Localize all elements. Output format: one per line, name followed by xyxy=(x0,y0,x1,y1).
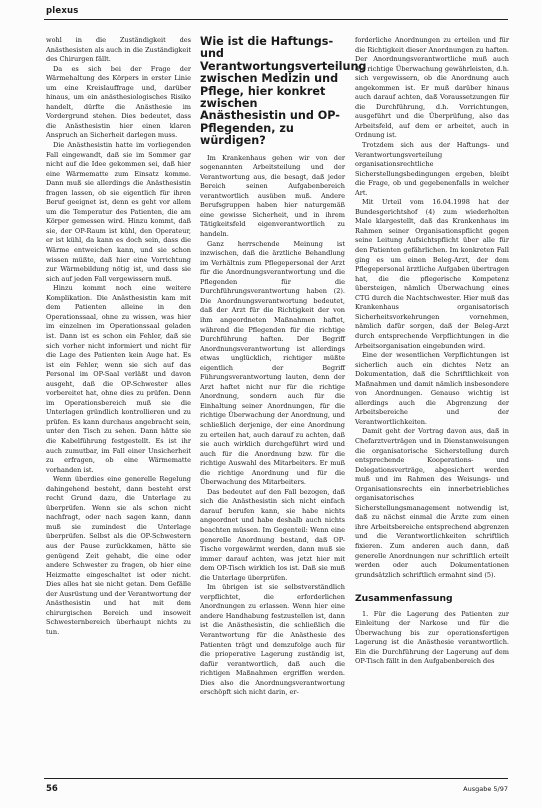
paragraph: Ganz herrschende Meinung ist inzwischen, daß die ärztliche Behandlung im Verhältnis zum Pflegepersonal der Arzt für die Anordnungsverantwortung und die Pflegenden für die Durchführungsverantwortung haben (2). Die Anordnungsverantwortung bedeutet, daß der Arzt für die Richtigkeit der von ihm angeordneten Maßnahmen haftet, während die Pflegenden für die richtige Durchführung haften. Der Begriff Anordnungsverantwortung ist allerdings etwas unglücklich, richtiger müßte eigentlich der Begriff Führungsverantwortung lauten, denn der Arzt haftet nicht nur für die richtige Anordnung, sondern auch für die Einhaltung seiner Anordnungen, für die richtige Überwachung der Anordnung, und schließlich derjenige, der eine Anordnung zu erteilen hat, auch darauf zu achten, daß sie auch wirklich durchgeführt wird und auch für die Anordnung bzw. für die richtige Auswahl des Mitarbeiters. Er muß die richtige Anordnung und für die Überwachung des Mitarbeiters. xyxy=(200,239,345,487)
summary-heading: Zusammenfassung xyxy=(355,593,453,605)
paragraph: Die Anästhesistin hatte im vorliegenden Fall eingewandt, daß sie im Sommer gar nicht auf die Idee gekommen sei, daß hier eine Wärmematte zum Einsatz komme. Dann muß sie allerdings die Anästhesistin fragen lassen, ob sie eigentlich für ihren Beruf geeignet ist, denn es geht vor allem um die Temperatur des Patienten, die am Körper gemessen wird. Hinzu kommt, daß sie, der OP-Raum ist kühl, den Operateur, er ist kühl, da kann es doch sein, dass die Wärme entweichen kann, und sie schon wissen müßte, daß hier eine Vorrichtung zur Wärmebildung nötig ist, und dass sie sich auf jeden Fall vergewissern muß. xyxy=(46,141,191,283)
journal-name: plexus xyxy=(46,6,79,16)
paragraph: Damit geht der Vortrag davon aus, daß in Chefarztverträgen und in Dienstanweisungen die organisatorische Sicherstellung durch entsprechende Kooperations- und Delegationsverträge, abgesichert werden muß und im Rahmen des Weisungs- und Organisationsrechts ein innerbetriebliches organisatorisches Sicherstellungsmanagement notwendig ist, daß zu nächst einmal die Ärzte zum einen ihre Arbeitsbereiche entsprechend abgrenzen und die Verantwortlichkeiten schriftlich fixieren. Zum anderen auch dann, daß generelle Anordnungen nur schriftlich erteilt werden oder auch Dokumentationen grundsätzlich schriftlich ermahnt sind (5). xyxy=(355,427,509,579)
paragraph: forderliche Anordnungen zu erteilen und für die Richtigkeit dieser Anordnungen zu haften. Der Anordnungsverantwortliche muß auch die richtige Überwachung gewährleisten, d.h. sich vergewissern, ob die Anordnung auch angekommen ist. Er muß darüber hinaus auch darauf achten, daß Voraussetzungen für die Durchführung, d.h. Vorrichtungen, ausgeführt und die Überprüfung, also das Arbeitsfeld, auf dem er arbeitet, auch in Ordnung ist. xyxy=(355,36,509,140)
paragraph: Trotzdem sich aus der Haftungs- und Verantwortungsverteilung organisationsrechtliche Sicherstellungsbedingungen ergeben, bleibt die Frage, ob und gegebenenfalls in welcher Art. xyxy=(355,141,509,197)
paragraph: Das bedeutet auf den Fall bezogen, daß sich die Anästhesistin sich nicht einfach darauf berufen kann, sie habe nichts angeordnet und habe deshalb auch nichts beachten müssen. Im Gegenteil: Wenn eine generelle Anordnung bestand, daß OP-Tische vorgewärmt werden, dann muß sie immer darauf achten, was jetzt hier mit dem OP-Tisch wirklich los ist. Daß sie muß die Unterlage überprüfen. xyxy=(200,487,345,582)
section-heading: Wie ist die Haftungs- und Verantwortungsverteilung zwischen Medizin und Pflege, hier konkret zwischen Anästhesistin und OP-Pflegenden, zu würdigen? xyxy=(200,35,367,148)
paragraph: wohl in die Zuständigkeit des Anästhesisten als auch in die Zuständigkeit des Chirurgen fällt. xyxy=(46,36,191,64)
paragraph: Mit Urteil vom 16.04.1998 hat der Bundesgerichtshof (4) zum wiederholten Male klargestellt, daß das Krankenhaus im Rahmen seiner Organisationspflicht gegen seine Leitung Aufsichtspflicht über alle für den Patienten gefährlichen. Im konkreten Fall ging es um einen Beleg-Arzt, der dem Pflegepersonal ärztliche Aufgaben übertragen hat, die die pflegerische Kompetenz übersteigen, nämlich Überwachung eines CTG durch die Nachtschwester. Hier muß das Krankenhaus organisatorisch Sicherheitsvorkehrungen vornehmen, nämlich dafür sorgen, daß der Beleg-Arzt durch entsprechende Verpflichtungen in die Arbeitsorganisation eingebunden wird. xyxy=(355,198,509,350)
summary-paragraph: 1. Für die Lagerung des Patienten zur Einleitung der Narkose und für die Überwachung bis zur operationsfertigen Lagerung ist die Anästhesie verantwortlich. Ein die Durchführung der Lagerung auf dem OP-Tisch fällt in den Aufgabenbereich des xyxy=(355,609,509,666)
page-number: 56 xyxy=(46,784,58,794)
paragraph: Eine der wesentlichen Verpflichtungen ist sicherlich auch ein dichtes Netz an Dokumentation, daß die Schriftlichkeit von Maßnahmen und damit nämlich insbesondere von Anordnungen. Genauso wichtig ist allerdings auch die Abgrenzung der Arbeitsbereiche und der Verantwortlichkeiten. xyxy=(355,351,509,426)
column-right xyxy=(355,36,509,667)
column-middle xyxy=(200,35,367,698)
paragraph: Wenn überdies eine generelle Regelung dahingehend besteht, dann besteht erst recht Grund dazu, die Unterlage zu überprüfen. Wenn sie als schon nicht nachfragt, oder nach sagen kann, dann muß sie zumindest die Unterlage überprüfen. Selbst als die OP-Schwestern aus der Pause zurückkamen, hätte sie genügend Zeit gehabt, die eine oder andere Schwester zu fragen, ob hier eine Heizmatte eingeschaltet ist oder nicht. Dies alles hat sie nicht getan. Dem Gefälle der Ausrüstung und der Verantwortung der Anästhesistin und hat mit dem chirurgischen Bereich und insoweit Schwesternbereich überhaupt nichts zu tun. xyxy=(46,475,191,636)
paragraph: Hinzu kommt noch eine weitere Komplikation. Die Anästhesistin kam mit dem Patienten alleine in den Operationssaal, ohne zu wissen, was hier im einzelnen im Operationssaal geladen ist. Dann ist es schon ein Fehler, daß sie sich vorher nicht informiert und nicht für die Lage des Patienten kein Auge hat. Es ist ein Fehler, wenn sie sich auf das Personal im OP-Saal verläßt und davon ausgeht, daß die OP-Schwester alles vorbereitet hat, ohne dies zu prüfen. Denn im Operationsbereich muß sie die Unterlagen gründlich kontrollieren und zu prüfen. Es kann durchaus angebracht sein, unter den Tisch zu sehen. Dann hätte sie die Kabelführung festgestellt. Es ist ihr auch zumutbar, im Fall einer Unsicherheit zu erfragen, ob eine Wärmematte vorhanden ist. xyxy=(46,284,191,474)
paragraph: Im übrigen ist sie selbstverständlich verpflichtet, die erforderlichen Anordnungen zu erlassen. Wenn hier eine andere Handhabung festzustellen ist, dann ist die Anästhesistin, die schließlich die Verantwortung für die Anästhesie des Patienten trägt und demzufolge auch für die prioperative Lagerung zuständig ist, dafür verantwortlich, daß auch die richtigen Maßnahmen ergriffen werden. Dies also die Anordnungsverantwortung erschöpft sich nicht darin, er- xyxy=(200,583,345,697)
paragraph: Im Krankenhaus gehen wir von der sogenannten Arbeitsteilung und der Verantwortung aus, die besagt, daß jeder Bereich seinen Aufgabenbereich verantwortlich ausüben muß. Andere Berufsgruppen haben hier naturgemäß eine gewisse Sicherheit, und in ihrem Tätigkeitsfeld eigenverantwortlich zu handeln. xyxy=(200,153,345,239)
footer-rule xyxy=(44,778,508,779)
header-rule xyxy=(44,19,508,20)
issue-label: Ausgabe 5/97 xyxy=(463,785,508,793)
paragraph: Da es sich bei der Frage der Wärmehaltung des Körpers in erster Linie um eine Kreislauffrage und, darüber hinaus, um ein anästhesiologisches Risiko handelt, dürfte die Anästhesie im Vordergrund stehen. Dies bedeutet, dass die Anästhesistin hier einen klaren Anspruch an Sicherheit darlegen muss. xyxy=(46,64,191,140)
column-left xyxy=(46,36,191,637)
